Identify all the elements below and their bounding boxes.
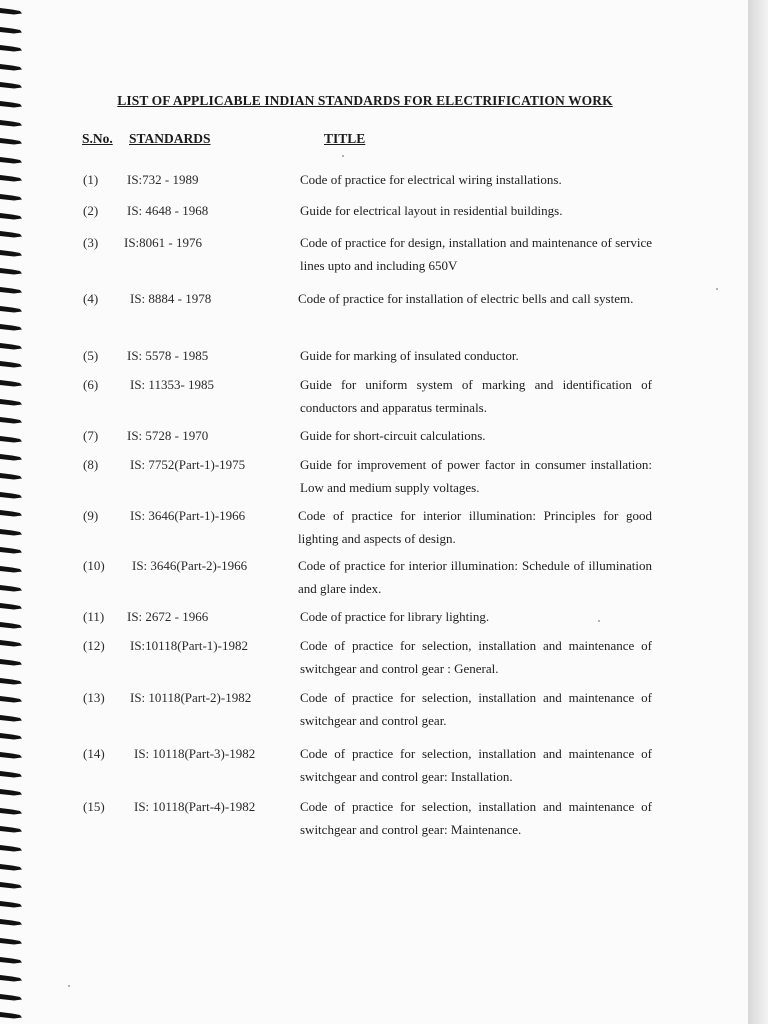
binding-ring [0, 973, 24, 983]
binding-ring [0, 806, 24, 816]
standard-title: Guide for short-circuit calculations. [300, 428, 486, 443]
standard-code: IS: 5578 - 1985 [127, 348, 209, 363]
binding-ring [0, 471, 24, 481]
binding-ring [0, 80, 24, 90]
standard-title: Code of practice for interior illumination: Schedule of illumination and glare index. [298, 558, 652, 596]
binding-ring [0, 229, 24, 239]
item-number: (5) [83, 348, 99, 363]
page-edge [748, 0, 768, 1024]
item-number: (3) [83, 235, 99, 250]
binding-ring [0, 341, 24, 351]
binding-ring [0, 694, 24, 704]
binding-ring [0, 601, 24, 611]
standard-title: Code of practice for selection, installation and maintenance of switchgear and control gear : General. [300, 638, 652, 676]
item-number: (11) [83, 609, 105, 624]
item-number: (4) [83, 291, 99, 306]
binding-ring [0, 155, 24, 165]
binding-ring [0, 880, 24, 890]
binding-ring [0, 43, 24, 53]
binding-ring [0, 638, 24, 648]
item-number: (12) [83, 638, 105, 653]
binding-ring [0, 862, 24, 872]
item-number: (13) [83, 690, 105, 705]
binding-ring [0, 359, 24, 369]
paper-speck [342, 155, 344, 157]
paper-speck [598, 620, 600, 622]
standard-code: IS: 7752(Part-1)-1975 [130, 457, 246, 472]
binding-ring [0, 192, 24, 202]
standard-code: IS: 2672 - 1966 [127, 609, 209, 624]
standard-code: IS: 10118(Part-4)-1982 [134, 799, 256, 814]
binding-ring [0, 899, 24, 909]
binding-ring [0, 955, 24, 965]
item-number: (9) [83, 508, 99, 523]
binding-ring [0, 1010, 24, 1020]
standard-code: IS: 5728 - 1970 [127, 428, 209, 443]
column-header-sno: S.No. [82, 131, 113, 146]
binding-ring [0, 378, 24, 388]
standard-title: Code of practice for electrical wiring installations. [300, 172, 562, 187]
standard-title: Guide for uniform system of marking and identification of conductors and apparatus terminals. [300, 377, 652, 415]
spiral-binding [0, 0, 30, 1024]
standard-code: IS:732 - 1989 [127, 172, 199, 187]
item-number: (2) [83, 203, 99, 218]
binding-ring [0, 118, 24, 128]
binding-ring [0, 266, 24, 276]
item-number: (6) [83, 377, 99, 392]
paper-speck [716, 288, 718, 290]
binding-ring [0, 415, 24, 425]
binding-ring [0, 750, 24, 760]
binding-ring [0, 676, 24, 686]
binding-ring [0, 490, 24, 500]
standard-title: Guide for marking of insulated conductor. [300, 348, 519, 363]
binding-ring [0, 713, 24, 723]
binding-ring [0, 917, 24, 927]
standard-code: IS:8061 - 1976 [124, 235, 202, 250]
standard-code: IS: 4648 - 1968 [127, 203, 209, 218]
binding-ring [0, 527, 24, 537]
paper-speck [68, 985, 70, 987]
binding-ring [0, 787, 24, 797]
binding-ring [0, 564, 24, 574]
item-number: (1) [83, 172, 99, 187]
binding-ring [0, 304, 24, 314]
standard-code: IS: 8884 - 1978 [130, 291, 212, 306]
standard-title: Code of practice for library lighting. [300, 609, 490, 624]
binding-ring [0, 657, 24, 667]
document-title: LIST OF APPLICABLE INDIAN STANDARDS FOR ELECTRIFICATION WORK [117, 93, 613, 108]
standard-title: Code of practice for installation of electric bells and call system. [298, 291, 634, 306]
binding-ring [0, 285, 24, 295]
standard-code: IS: 10118(Part-2)-1982 [130, 690, 252, 705]
binding-ring [0, 452, 24, 462]
standard-title: Code of practice for design, installation and maintenance of service lines upto and including 650V [300, 235, 652, 273]
item-number: (14) [83, 746, 105, 761]
column-header-title: TITLE [324, 131, 366, 146]
binding-ring [0, 6, 24, 16]
item-number: (10) [83, 558, 105, 573]
binding-ring [0, 583, 24, 593]
binding-ring [0, 508, 24, 518]
binding-ring [0, 824, 24, 834]
item-number: (15) [83, 799, 105, 814]
standard-title: Code of practice for selection, installation and maintenance of switchgear and control gear: Installation. [300, 746, 652, 784]
item-number: (8) [83, 457, 99, 472]
standard-title: Guide for improvement of power factor in consumer installation: Low and medium supply voltages. [300, 457, 652, 495]
binding-ring [0, 173, 24, 183]
binding-ring [0, 248, 24, 258]
standard-code: IS: 3646(Part-1)-1966 [130, 508, 246, 523]
standard-code: IS: 10118(Part-3)-1982 [134, 746, 256, 761]
standard-code: IS: 3646(Part-2)-1966 [132, 558, 248, 573]
binding-ring [0, 25, 24, 35]
standard-title: Code of practice for selection, installation and maintenance of switchgear and control gear: Maintenance. [300, 799, 652, 837]
standard-title: Guide for electrical layout in residential buildings. [300, 203, 563, 218]
binding-ring [0, 620, 24, 630]
binding-ring [0, 936, 24, 946]
binding-ring [0, 211, 24, 221]
standard-code: IS: 11353- 1985 [130, 377, 215, 392]
binding-ring [0, 769, 24, 779]
binding-ring [0, 843, 24, 853]
binding-ring [0, 322, 24, 332]
binding-ring [0, 397, 24, 407]
binding-ring [0, 731, 24, 741]
binding-ring [0, 434, 24, 444]
column-header-standards: STANDARDS [129, 131, 211, 146]
standard-title: Code of practice for interior illumination: Principles for good lighting and aspects of design. [298, 508, 652, 546]
binding-ring [0, 992, 24, 1002]
item-number: (7) [83, 428, 99, 443]
binding-ring [0, 545, 24, 555]
standard-title: Code of practice for selection, installation and maintenance of switchgear and control gear. [300, 690, 652, 728]
standard-code: IS:10118(Part-1)-1982 [130, 638, 248, 653]
binding-ring [0, 136, 24, 146]
binding-ring [0, 62, 24, 72]
